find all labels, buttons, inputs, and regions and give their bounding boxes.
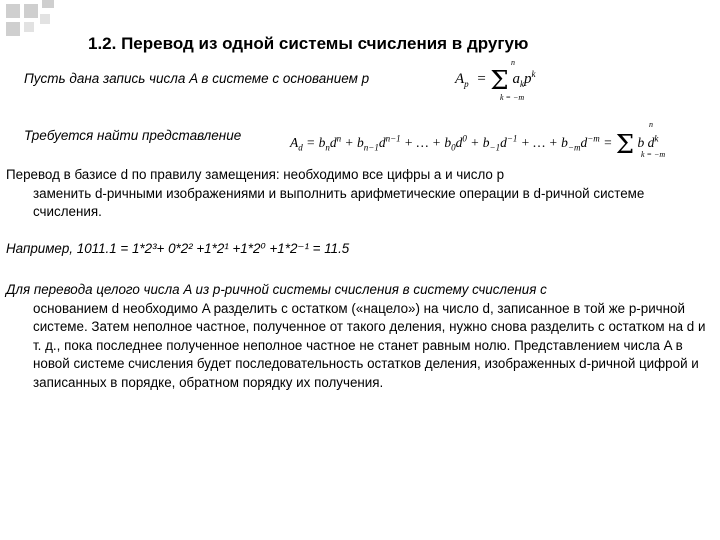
decorative-squares — [0, 0, 90, 44]
example-line: Например, 1011.1 = 1*2³+ 0*2² +1*2¹ +1*2⁰ +1*2⁻¹ = 11.5 — [6, 241, 350, 256]
given-number-text: Пусть дана запись числа A в системе с основанием p — [24, 71, 370, 86]
substitution-rule-paragraph: Перевод в базисе d по правилу замещения: необходимо все цифры a и число p заменить d-ричными изображениями и выполнить арифметические операции в d-ричной системе счисления. — [6, 167, 645, 220]
page-title: 1.2. Перевод из одной системы счисления в другую — [88, 34, 529, 53]
integer-conversion-paragraph: Для перевода целого числа A из p-ричной системы счисления в систему счисления с основанием d необходимо A разделить с остатком («нацело») на число d, записанное в той же p-ричной системе. Затем неполное частное, полученное от такого деления, нужно снова разделить с остатком на d и т. д., пока последнее полученное неполное частное не станет равным нолю. Представлением числа A в новой системе счисления будет последовательность остатков деления, изображенных d-ричной цифрой и записанных в порядке, обратном порядку их получения. — [6, 282, 706, 390]
formula-a-p: $A_p = \Sigma$ $a_kp^k$ — [455, 66, 536, 96]
sum2-bottom: k = −m — [641, 150, 666, 159]
formula-a-d: $A_d = b_nd^n + b_{n-1}d^{n-1}$ + … + $b_0d^0 + b_{-1}d^{-1}$ + … + $b_{-m}d^{-m} = \Sigma$ b $d^k$ — [290, 130, 659, 160]
sum-bottom: k = −m — [500, 93, 525, 102]
sum2-top-n: n — [649, 120, 653, 129]
find-representation-text: Требуется найти представление — [24, 128, 242, 143]
sum-top-n: n — [511, 58, 515, 67]
